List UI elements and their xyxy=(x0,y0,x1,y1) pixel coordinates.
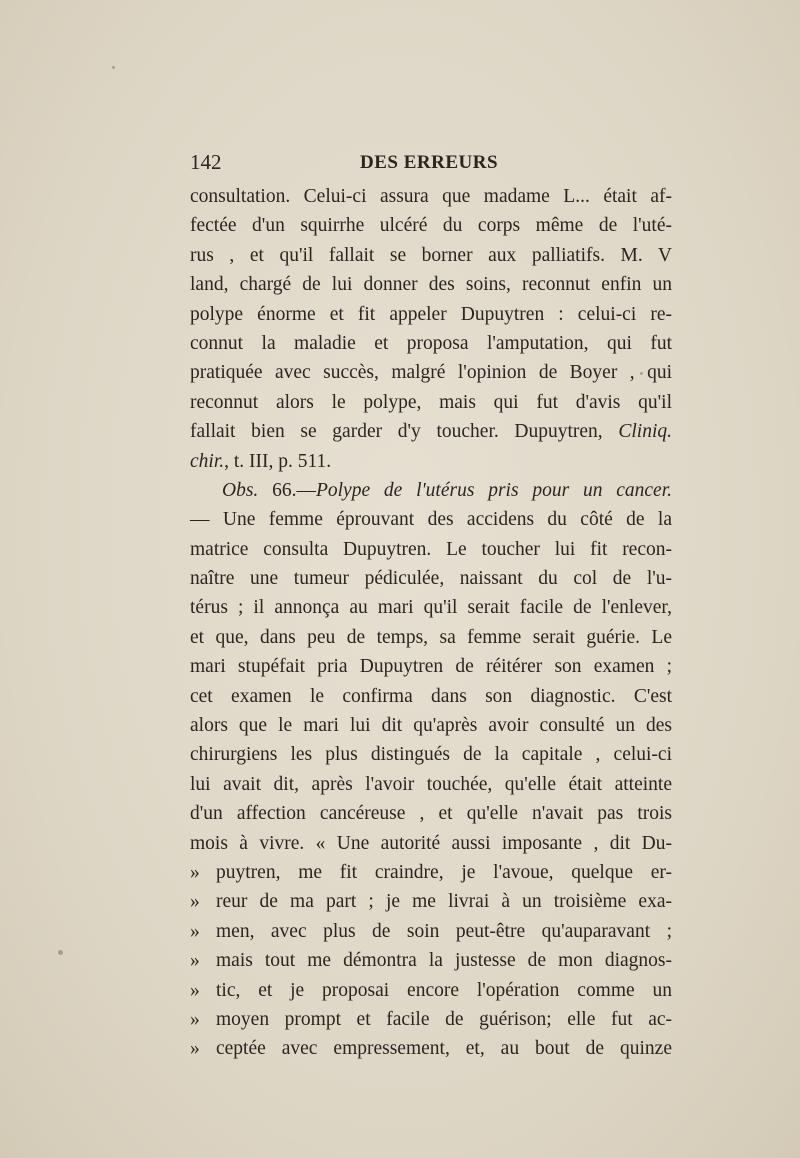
quote-text: mais tout me démontra la justesse de mon diagnos- xyxy=(216,950,672,972)
quote-mark: » xyxy=(190,1038,200,1060)
observation-label: Obs. xyxy=(222,479,259,501)
quote-line xyxy=(190,946,672,975)
citation-reference: , t. III, p. 511. xyxy=(224,450,332,472)
observation-number: 66.— xyxy=(258,479,316,501)
text-line: reconnut alors le polype, mais qui fut d'avis qu'il xyxy=(190,391,672,413)
text-line: polype énorme et fit appeler Dupuytren : celui-ci re- xyxy=(190,303,672,325)
observation-heading xyxy=(190,476,672,505)
quote-text: moyen prompt et facile de guérison; elle fut ac- xyxy=(216,1008,672,1030)
quote-mark: » xyxy=(190,920,200,942)
text-line: cet examen le confirma dans son diagnostic. C'est xyxy=(190,685,672,707)
running-title: DES ERREURS xyxy=(360,152,499,173)
text-segment: fallait bien se garder d'y toucher. Dupuytren, xyxy=(190,421,603,443)
text-line: matrice consulta Dupuytren. Le toucher lui fit recon- xyxy=(190,538,672,560)
text-line: mois à vivre. « Une autorité aussi imposante , dit Du- xyxy=(190,832,672,854)
page-header xyxy=(190,150,670,178)
quote-text: ceptée avec empressement, et, au bout de quinze xyxy=(216,1038,672,1060)
text-line: lui avait dit, après l'avoir touchée, qu'elle était atteinte xyxy=(190,773,672,795)
text-line xyxy=(190,417,672,446)
citation-italic: chir. xyxy=(190,450,225,472)
quote-text: puytren, me fit craindre, je l'avoue, quelque er- xyxy=(216,861,672,883)
quote-mark: » xyxy=(190,1008,200,1030)
quote-line xyxy=(190,887,672,916)
text-line: land, chargé de lui donner des soins, reconnut enfin un xyxy=(190,274,672,296)
quote-text: men, avec plus de soin peut-être qu'auparavant ; xyxy=(216,920,672,942)
citation-italic: Cliniq. xyxy=(618,421,672,443)
quote-line xyxy=(190,976,672,1005)
text-line xyxy=(190,447,672,476)
observation-title: Polype de l'utérus pris pour un cancer. xyxy=(315,479,673,501)
text-line: consultation. Celui-ci assura que madame L... était af- xyxy=(190,186,672,207)
quote-mark: » xyxy=(190,861,200,883)
page-number: 142 xyxy=(190,150,222,174)
quote-mark: » xyxy=(190,950,200,972)
quote-text: tic, et je proposai encore l'opération comme un xyxy=(216,979,672,1001)
text-line: térus ; il annonça au mari qu'il serait facile de l'enlever, xyxy=(190,597,672,619)
text-line: d'un affection cancéreuse , et qu'elle n'avait pas trois xyxy=(190,803,672,825)
quote-line xyxy=(190,858,672,887)
text-line: naître une tumeur pédiculée, naissant du col de l'u- xyxy=(190,568,672,590)
text-line: mari stupéfait pria Dupuytren de réitérer son examen ; xyxy=(190,656,672,678)
paper-spot xyxy=(112,66,115,69)
text-line: pratiquée avec succès, malgré l'opinion de Boyer , qui xyxy=(190,362,672,384)
quote-line xyxy=(190,917,672,946)
paper-spot xyxy=(58,950,63,955)
quote-line xyxy=(190,1034,672,1063)
text-line: rus , et qu'il fallait se borner aux palliatifs. M. V xyxy=(190,244,672,266)
quote-text: reur de ma part ; je me livrai à un troisième exa- xyxy=(216,891,672,913)
body-text xyxy=(190,182,672,1064)
text-line: fectée d'un squirrhe ulcéré du corps même de l'uté- xyxy=(190,215,672,237)
quote-mark: » xyxy=(190,979,200,1001)
text-line: connut la maladie et proposa l'amputation, qui fut xyxy=(190,332,672,354)
text-line: — Une femme éprouvant des accidens du côté de la xyxy=(190,509,672,531)
text-line: et que, dans peu de temps, sa femme serait guérie. Le xyxy=(190,626,672,648)
quote-mark: » xyxy=(190,891,200,913)
text-line: chirurgiens les plus distingués de la capitale , celui-ci xyxy=(190,744,672,766)
quote-line xyxy=(190,1005,672,1034)
text-line: alors que le mari lui dit qu'après avoir consulté un des xyxy=(190,715,672,737)
